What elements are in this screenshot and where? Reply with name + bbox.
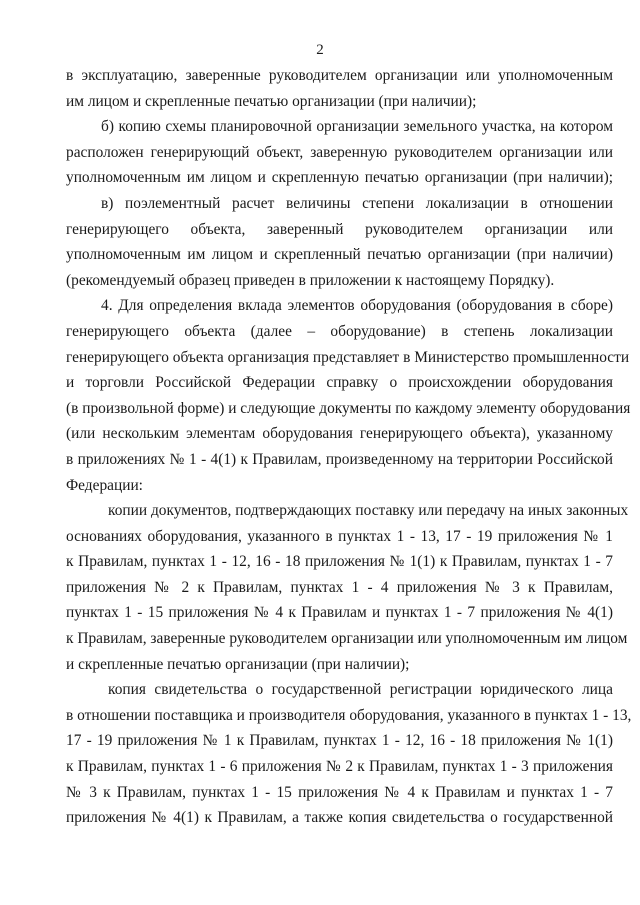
text-line: к Правилам, заверенные руководителем организации или уполномоченным им лицом bbox=[66, 630, 628, 648]
text-line: в приложениях № 1 - 4(1) к Правилам, произведенному на территории Российской bbox=[66, 450, 613, 468]
paragraph-b-site-plan bbox=[66, 114, 613, 191]
text-line: приложения № 2 к Правилам, пунктах 1 - 4 приложения № 3 к Правилам, bbox=[66, 578, 613, 596]
text-line: пунктах 1 - 15 приложения № 4 к Правилам и пунктах 1 - 7 приложения № 4(1) bbox=[66, 604, 613, 622]
paragraph-4-equipment-contribution bbox=[66, 293, 631, 498]
text-line: и скрепленные печатью организации (при наличии); bbox=[66, 655, 410, 673]
text-line: расположен генерирующий объект, заверенную руководителем организации или bbox=[66, 143, 613, 161]
text-line: Федерации: bbox=[66, 476, 143, 494]
text-line: им лицом и скрепленные печатью организации (при наличии); bbox=[66, 92, 477, 110]
text-line: в эксплуатацию, заверенные руководителем организации или уполномоченным bbox=[66, 67, 613, 84]
text-line: к Правилам, пунктах 1 - 6 приложения № 2 к Правилам, пунктах 1 - 3 приложения bbox=[66, 758, 613, 776]
text-line: приложения № 4(1) к Правилам, а также копия свидетельства о государственной bbox=[66, 809, 613, 827]
paragraph-supply-documents bbox=[66, 498, 629, 677]
text-line: № 3 к Правилам, пунктах 1 - 15 приложения № 4 к Правилам и пунктах 1 - 7 bbox=[66, 783, 613, 801]
document-body bbox=[66, 63, 632, 831]
text-line: в отношении поставщика и производителя оборудования, указанного в пунктах 1 - 13, bbox=[66, 706, 632, 724]
text-line: 4. Для определения вклада элементов оборудования (оборудования в сборе) bbox=[101, 297, 613, 315]
text-line: 17 - 19 приложения № 1 к Правилам, пунктах 1 - 12, 16 - 18 приложения № 1(1) bbox=[66, 732, 613, 750]
text-line: основаниях оборудования, указанного в пунктах 1 - 13, 17 - 19 приложения № 1 bbox=[66, 527, 613, 545]
paragraph-registration-certificate bbox=[66, 677, 632, 831]
text-line: уполномоченным им лицом и скрепленный печатью организации (при наличии) bbox=[66, 246, 613, 264]
text-line: (в произвольной форме) и следующие документы по каждому элементу оборудования bbox=[66, 399, 631, 417]
text-line: б) копию схемы планировочной организации земельного участка, на котором bbox=[101, 118, 613, 136]
text-line: (рекомендуемый образец приведен в приложении к настоящему Порядку). bbox=[66, 271, 555, 289]
text-line: в) поэлементный расчет величины степени локализации в отношении bbox=[101, 194, 613, 212]
text-line: генерирующего объекта организация представляет в Министерство промышленности bbox=[66, 348, 630, 366]
paragraph-operation-docs bbox=[66, 63, 613, 114]
text-line: и торговли Российской Федерации справку о происхождении оборудования bbox=[66, 374, 613, 392]
text-line: копия свидетельства о государственной регистрации юридического лица bbox=[108, 681, 613, 699]
page-number: 2 bbox=[316, 42, 324, 58]
text-line: генерирующего объекта, заверенный руководителем организации или bbox=[66, 220, 613, 238]
text-line: генерирующего объекта (далее – оборудование) в степень локализации bbox=[66, 322, 613, 340]
text-line: копии документов, подтверждающих поставку или передачу на иных законных bbox=[108, 502, 629, 520]
text-line: (или нескольким элементам оборудования генерирующего объекта), указанному bbox=[66, 425, 613, 443]
paragraph-v-localization-calc bbox=[66, 191, 613, 293]
text-line: к Правилам, пунктах 1 - 12, 16 - 18 приложения № 1(1) к Правилам, пунктах 1 - 7 bbox=[66, 553, 613, 571]
text-line: уполномоченным им лицом и скрепленную печатью организации (при наличии); bbox=[66, 169, 613, 187]
